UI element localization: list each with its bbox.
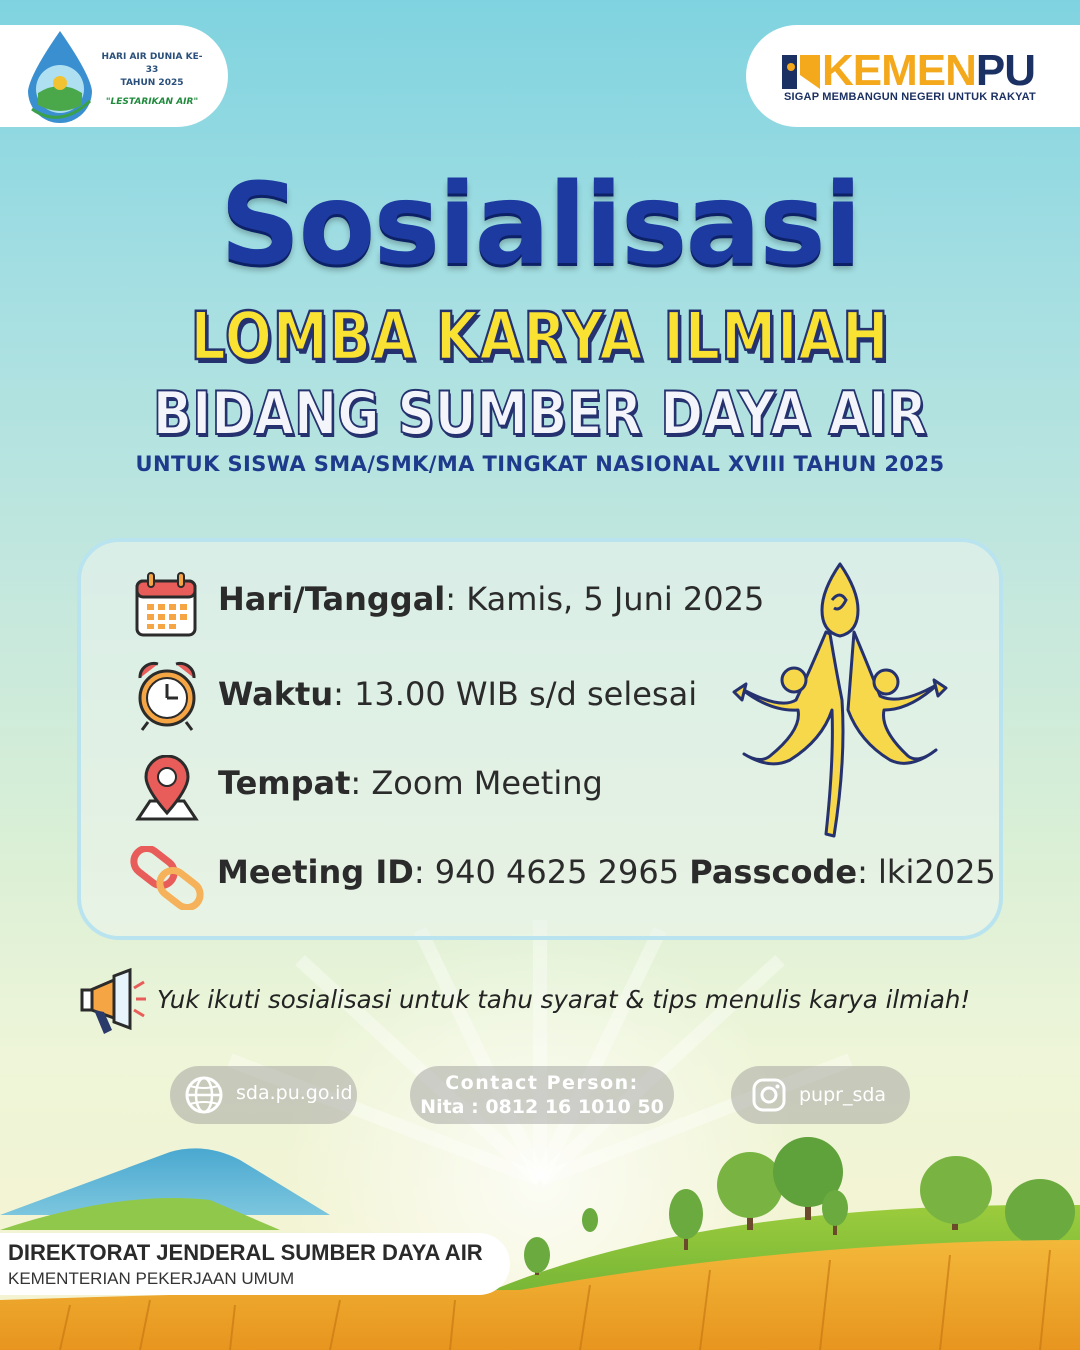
contact-person-pill [410, 1066, 674, 1124]
website-pill[interactable] [170, 1066, 357, 1124]
instagram-pill[interactable] [731, 1066, 910, 1124]
passcode-value: : lki2025 [857, 853, 996, 891]
passcode-label: Passcode [689, 853, 858, 891]
hari-air-line1: HARI AIR DUNIA KE-33 [101, 52, 203, 75]
hari-air-dunia-badge [0, 25, 228, 127]
kemenpu-badge [746, 25, 1080, 127]
megaphone-icon [80, 966, 146, 1036]
globe-icon [184, 1075, 224, 1115]
time-label: Waktu [218, 675, 334, 713]
call-to-action-text: Yuk ikuti sosialisasi untuk tahu syarat & tips menulis karya ilmiah! [157, 985, 971, 1014]
kemenpu-slogan: SIGAP MEMBANGUN NEGERI UNTUK RAKYAT [784, 91, 1036, 103]
alarm-clock-icon [134, 660, 200, 732]
meeting-label: Meeting ID [217, 853, 414, 891]
kemenpu-wordmark [822, 46, 1036, 95]
date-label: Hari/Tanggal [218, 580, 446, 618]
date-value: : Kamis, 5 Juni 2025 [445, 580, 765, 618]
meeting-value: : 940 4625 2965 [413, 853, 690, 891]
location-pin-icon [134, 755, 200, 823]
meeting-line [217, 853, 996, 891]
place-value: : Zoom Meeting [350, 764, 603, 802]
footer-subtitle: KEMENTERIAN PEKERJAAN UMUM [8, 1269, 295, 1288]
place-label: Tempat [218, 764, 351, 802]
kemenpu-brand: KEMENPU [822, 46, 1036, 95]
subtitle-bidang: BIDANG SUMBER DAYA AIR [152, 379, 928, 449]
instagram-icon [751, 1077, 787, 1113]
sda-figures-logo-icon [730, 560, 950, 845]
kemenpu-emblem-icon [782, 55, 820, 89]
page-title: Sosialisasi [219, 160, 861, 290]
subtitle-audience: UNTUK SISWA SMA/SMK/MA TINGKAT NASIONAL XVIII TAHUN 2025 [135, 452, 945, 476]
time-value: : 13.00 WIB s/d selesai [333, 675, 698, 713]
footer-title: DIREKTORAT JENDERAL SUMBER DAYA AIR [8, 1240, 483, 1265]
date-line [218, 580, 764, 618]
link-icon [128, 846, 206, 910]
hari-air-tagline: "LESTARIKAN AIR" [105, 97, 199, 107]
subtitle-lomba: LOMBA KARYA ILMIAH [190, 298, 890, 375]
time-line [218, 675, 697, 713]
water-drop-logo-icon [20, 29, 98, 125]
hari-air-line2: TAHUN 2025 [120, 78, 184, 88]
contact-value: Nita : 0812 16 1010 50 [420, 1096, 664, 1118]
contact-title: Contact Person: [445, 1072, 639, 1094]
place-line [218, 764, 603, 802]
instagram-label: pupr_sda [799, 1084, 887, 1106]
calendar-icon [134, 572, 198, 638]
website-label: sda.pu.go.id [236, 1082, 353, 1104]
